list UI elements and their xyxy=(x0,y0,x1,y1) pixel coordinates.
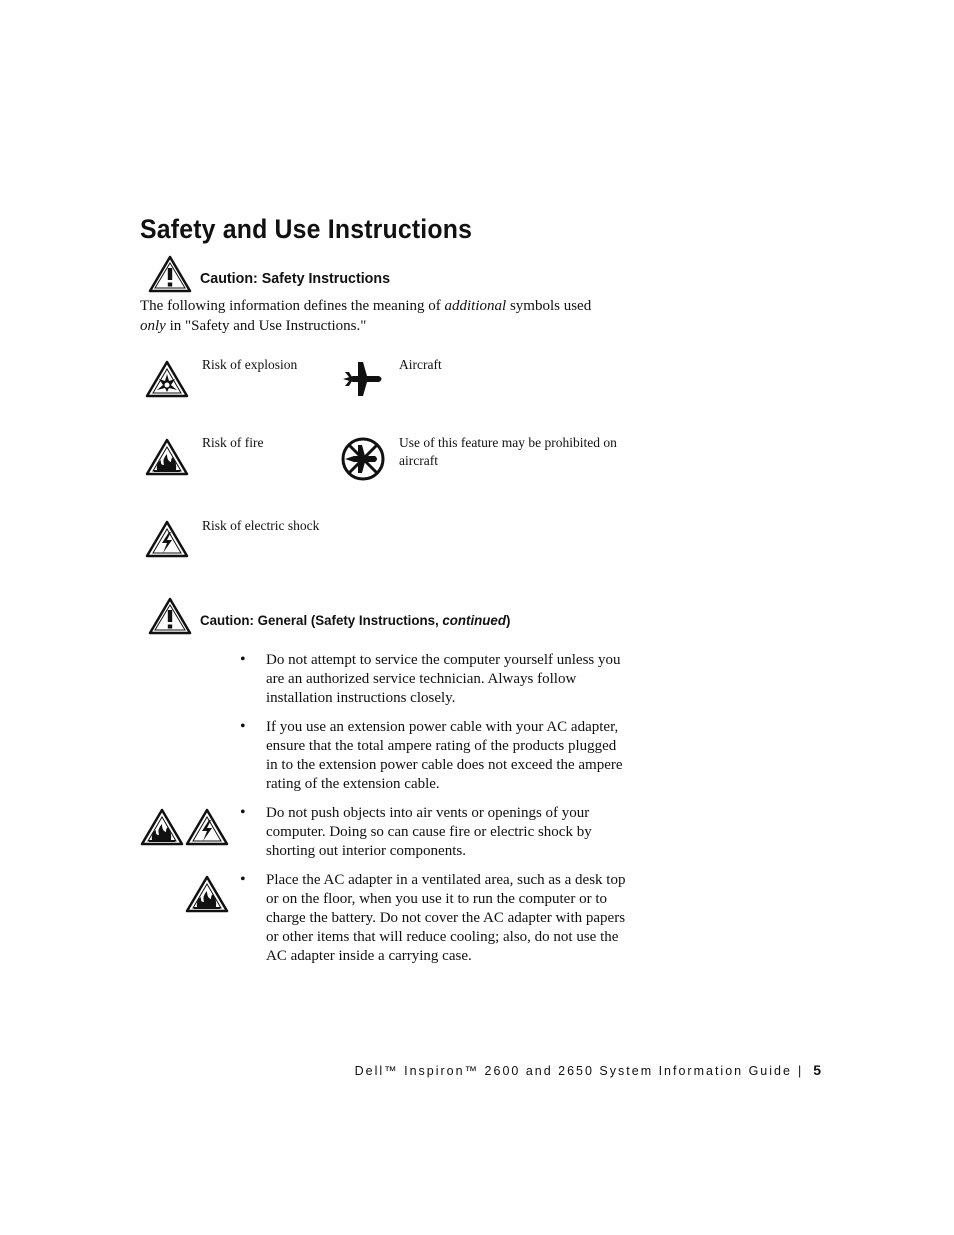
bullet-text: Do not attempt to service the computer yourself unless you are an authorized service technician. Always follow installation instructions closely. xyxy=(266,652,621,706)
electric-shock-warning-icon xyxy=(185,808,229,846)
page-footer xyxy=(355,1062,821,1078)
bullet-text: If you use an extension power cable with your AC adapter, ensure that the total ampere rating of the products plugged in to the extension power cable does not exceed the ampere rating of the extension cable. xyxy=(266,719,623,792)
symbol-label-no-aircraft: Use of this feature may be prohibited on aircraft xyxy=(399,435,617,468)
symbol-label-fire: Risk of fire xyxy=(202,435,264,450)
caution-general-heading: Caution: General (Safety Instructions, continued) xyxy=(200,612,511,628)
page-title: Safety and Use Instructions xyxy=(140,214,473,244)
explosion-warning-icon xyxy=(145,360,189,398)
bullet-marker: • xyxy=(240,718,246,735)
fire-warning-icon xyxy=(140,808,184,846)
bullet-text: Do not push objects into air vents or openings of your computer. Doing so can cause fire or electric shock by shorting out interior components. xyxy=(266,805,592,859)
bullet-marker: • xyxy=(240,804,246,821)
caution-safety-heading: Caution: Safety Instructions xyxy=(200,270,391,287)
airplane-icon xyxy=(341,359,385,399)
symbol-label-aircraft: Aircraft xyxy=(399,357,442,372)
footer-separator: | xyxy=(797,1064,804,1078)
fire-warning-icon xyxy=(185,875,229,913)
bullet-marker: • xyxy=(240,651,246,668)
intro-paragraph: The following information defines the meaning of additional symbols used only in "Safety and Use Instructions." xyxy=(140,298,592,334)
symbol-label-explosion: Risk of explosion xyxy=(202,357,298,372)
caution-icon xyxy=(148,597,192,635)
caution-icon xyxy=(148,255,192,293)
footer-title: Dell™ Inspiron™ 2600 and 2650 System Information Guide xyxy=(354,1064,792,1078)
bullet-marker: • xyxy=(240,871,246,888)
fire-warning-icon xyxy=(145,438,189,476)
page-number: 5 xyxy=(813,1062,821,1078)
symbol-label-electric-shock: Risk of electric shock xyxy=(202,518,320,533)
bullet-text: Place the AC adapter in a ventilated area, such as a desk top or on the floor, when you use it to run the computer or to charge the battery. Do not cover the AC adapter with papers or other items that will reduce cooling; also, do not use the AC adapter inside a carrying case. xyxy=(266,872,626,964)
electric-shock-warning-icon xyxy=(145,520,189,558)
no-aircraft-icon xyxy=(340,436,386,482)
